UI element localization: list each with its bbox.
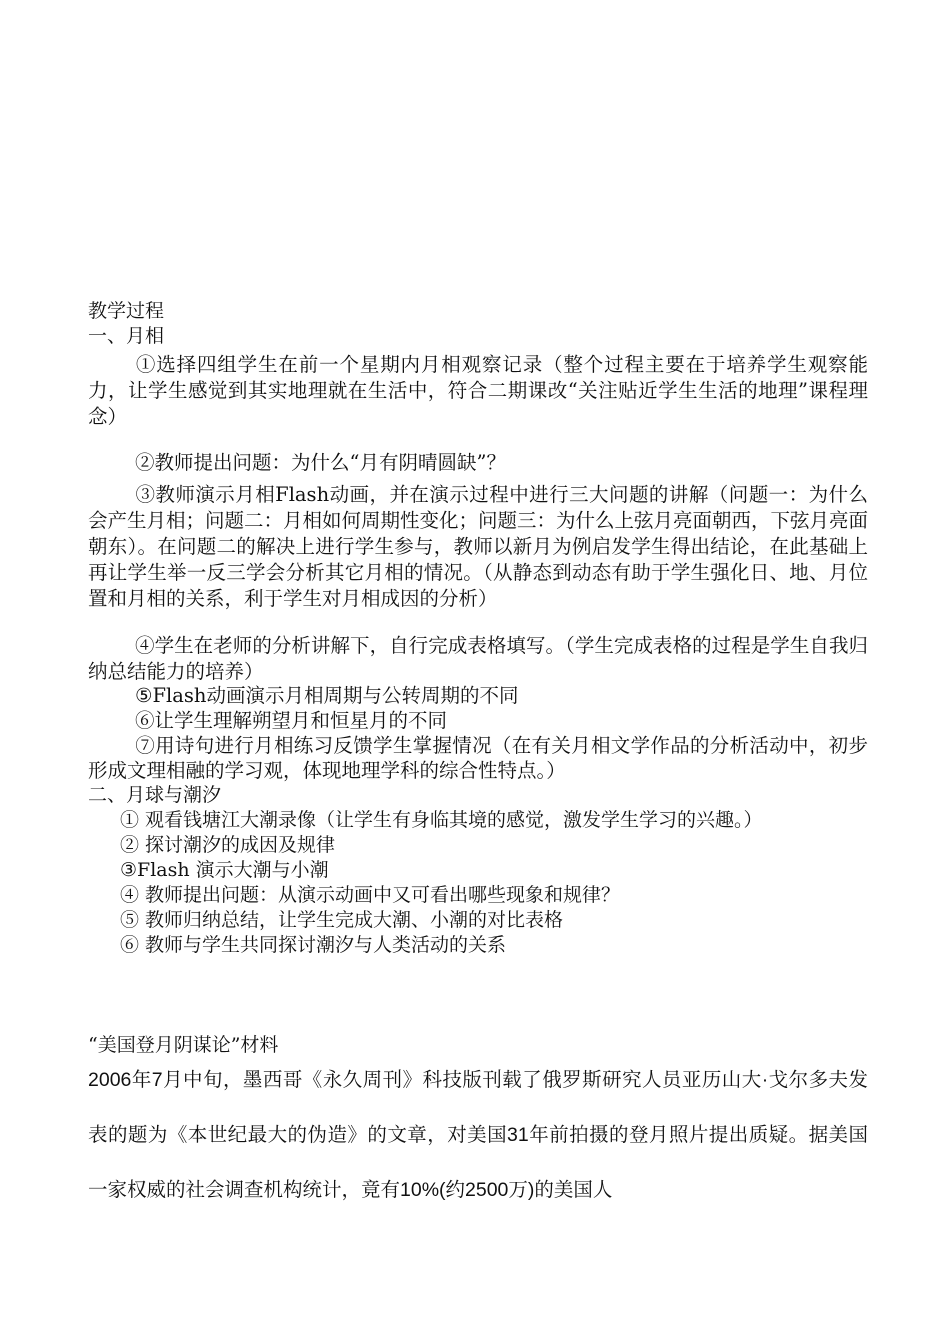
material-paragraph: 2006年7月中旬，墨西哥《永久周刊》科技版刊载了俄罗斯研究人员亚历山大·戈尔多夫发表的题为《本世纪最大的伪造》的文章，对美国31年前拍摄的登月照片提出质疑。据美国一家权威的社会调查机构统计，竟有10%(约2500万)的美国人 [88,1069,868,1201]
s1-item-4 [88,633,868,685]
s1-item-4-text: ④学生在老师的分析讲解下，自行完成表格填写。（学生完成表格的过程是学生自我归纳总结能力的培养） [88,634,868,683]
s2-item-2: ② 探讨潮汐的成因及规律 [120,834,336,856]
s1-item-6 [88,708,868,733]
s1-item-2-text: ②教师提出问题：为什么“月有阴晴圆缺”？ [135,451,506,474]
s1-item-7-text: ⑦用诗句进行月相练习反馈学生掌握情况（在有关月相文学作品的分析活动中，初步形成文理相融的学习观，体现地理学科的综合性特点。） [88,734,868,782]
s2-item-3: ③Flash 演示大潮与小潮 [120,859,329,881]
section-1-title: 一、月相 [88,325,165,347]
material-title: “美国登月阴谋论”材料 [88,1034,279,1056]
s1-item-3 [88,482,868,612]
s1-item-1-text: ①选择四组学生在前一个星期内月相观察记录（整个过程主要在于培养学生观察能力，让学生感觉到其实地理就在生活中，符合二期课改“关注贴近学生生活的地理”课程理念） [88,353,868,428]
section-heading: 教学过程 [88,300,165,322]
s1-item-3-text: ③教师演示月相Flash动画，并在演示过程中进行三大问题的讲解（问题一：为什么会产生月相；问题二：月相如何周期性变化；问题三：为什么上弦月亮面朝西，下弦月亮面朝东）。在问题二的解决上进行学生参与，教师以新月为例启发学生得出结论，在此基础上再让学生举一反三学会分析其它月相的情况。（从静态到动态有助于学生强化日、地、月位置和月相的关系，利于学生对月相成因的分析） [88,483,869,610]
s1-item-5 [88,683,868,708]
s1-item-6-text: ⑥让学生理解朔望月和恒星月的不同 [135,709,448,732]
s2-item-1: ① 观看钱塘江大潮录像（让学生有身临其境的感觉，激发学生学习的兴趣。） [120,809,763,831]
s2-item-4: ④ 教师提出问题：从演示动画中又可看出哪些现象和规律？ [120,884,621,906]
s1-item-7 [88,733,868,783]
s1-item-5-text: ⑤Flash动画演示月相周期与公转周期的不同 [135,684,519,707]
s2-item-6: ⑥ 教师与学生共同探讨潮汐与人类活动的关系 [120,934,507,956]
s2-item-5: ⑤ 教师归纳总结，让学生完成大潮、小潮的对比表格 [120,909,564,931]
s1-item-2 [88,450,868,476]
s1-item-1 [88,352,868,430]
section-2-title: 二、月球与潮汐 [88,784,222,806]
